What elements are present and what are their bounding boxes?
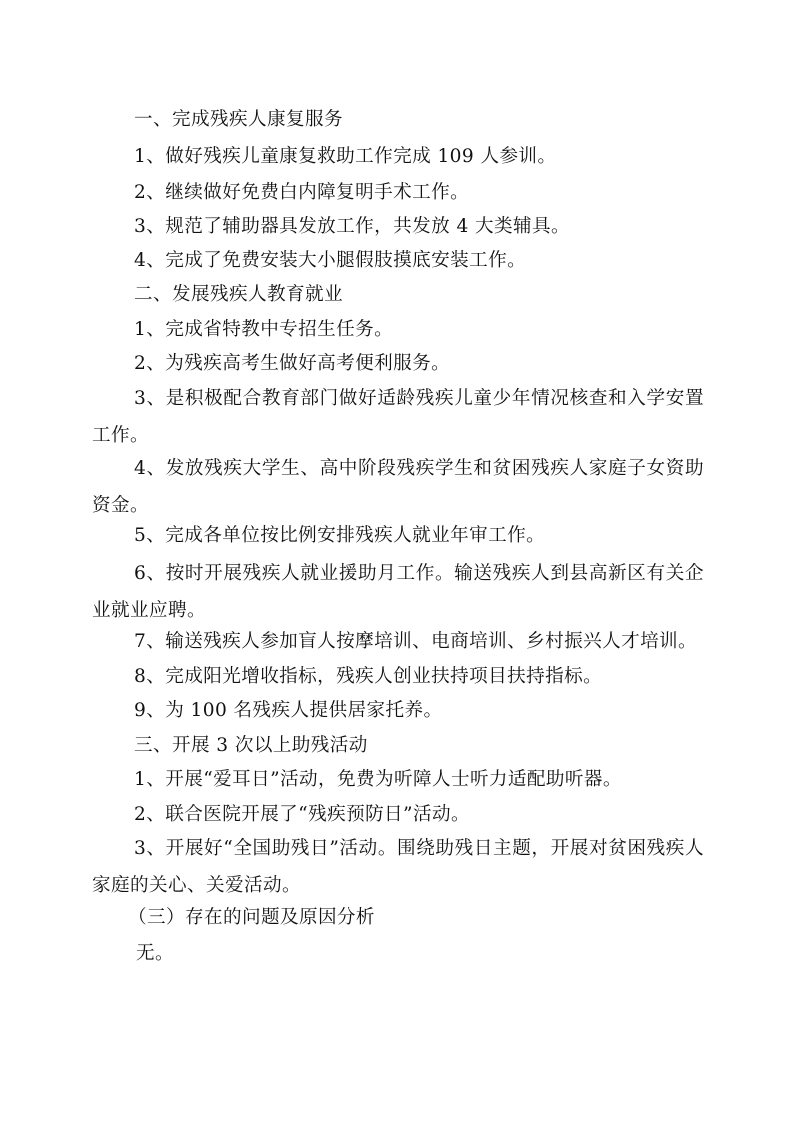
list-item: 1、开展“爱耳日”活动，免费为听障人士听力适配助听器。: [134, 769, 622, 790]
list-item: 4、发放残疾大学生、高中阶段残疾学生和贫困残疾人家庭子女资助资金。: [92, 458, 704, 516]
list-item: 2、继续做好免费白内障复明手术工作。: [134, 182, 470, 203]
list-item: 3、开展好“全国助残日”活动。围绕助残日主题，开展对贫困残疾人家庭的关心、关爱活动。: [92, 838, 704, 896]
heading-rehab: 一、完成残疾人康复服务: [134, 109, 343, 130]
list-item: 3、是积极配合教育部门做好适龄残疾儿童少年情况核查和入学安置工作。: [92, 388, 704, 446]
list-item: 5、完成各单位按比例安排残疾人就业年审工作。: [134, 525, 546, 546]
list-item: 7、输送残疾人参加盲人按摩培训、电商培训、乡村振兴人才培训。: [134, 631, 698, 652]
heading-activities: 三、开展 3 次以上助残活动: [134, 735, 368, 756]
list-item: 2、联合医院开展了“残疾预防日”活动。: [134, 804, 470, 825]
list-item: 2、为残疾高考生做好高考便利服务。: [134, 353, 451, 374]
list-item: 8、完成阳光增收指标，残疾人创业扶持项目扶持指标。: [134, 666, 603, 687]
list-item: 4、完成了免费安装大小腿假肢摸底安装工作。: [134, 250, 527, 271]
list-item: 6、按时开展残疾人就业援助月工作。输送残疾人到县高新区有关企业就业应聘。: [92, 563, 704, 621]
list-item: 9、为 100 名残疾人提供居家托养。: [134, 700, 443, 721]
list-item: 3、规范了辅助器具发放工作，共发放 4 大类辅具。: [134, 216, 570, 237]
heading-education-employment: 二、发展残疾人教育就业: [134, 284, 343, 305]
list-item: 1、完成省特教中专招生任务。: [134, 319, 394, 340]
closing-text: 无。: [136, 943, 174, 964]
section-heading: （三）存在的问题及原因分析: [128, 907, 375, 928]
list-item: 1、做好残疾儿童康复救助工作完成 109 人参训。: [134, 146, 557, 167]
